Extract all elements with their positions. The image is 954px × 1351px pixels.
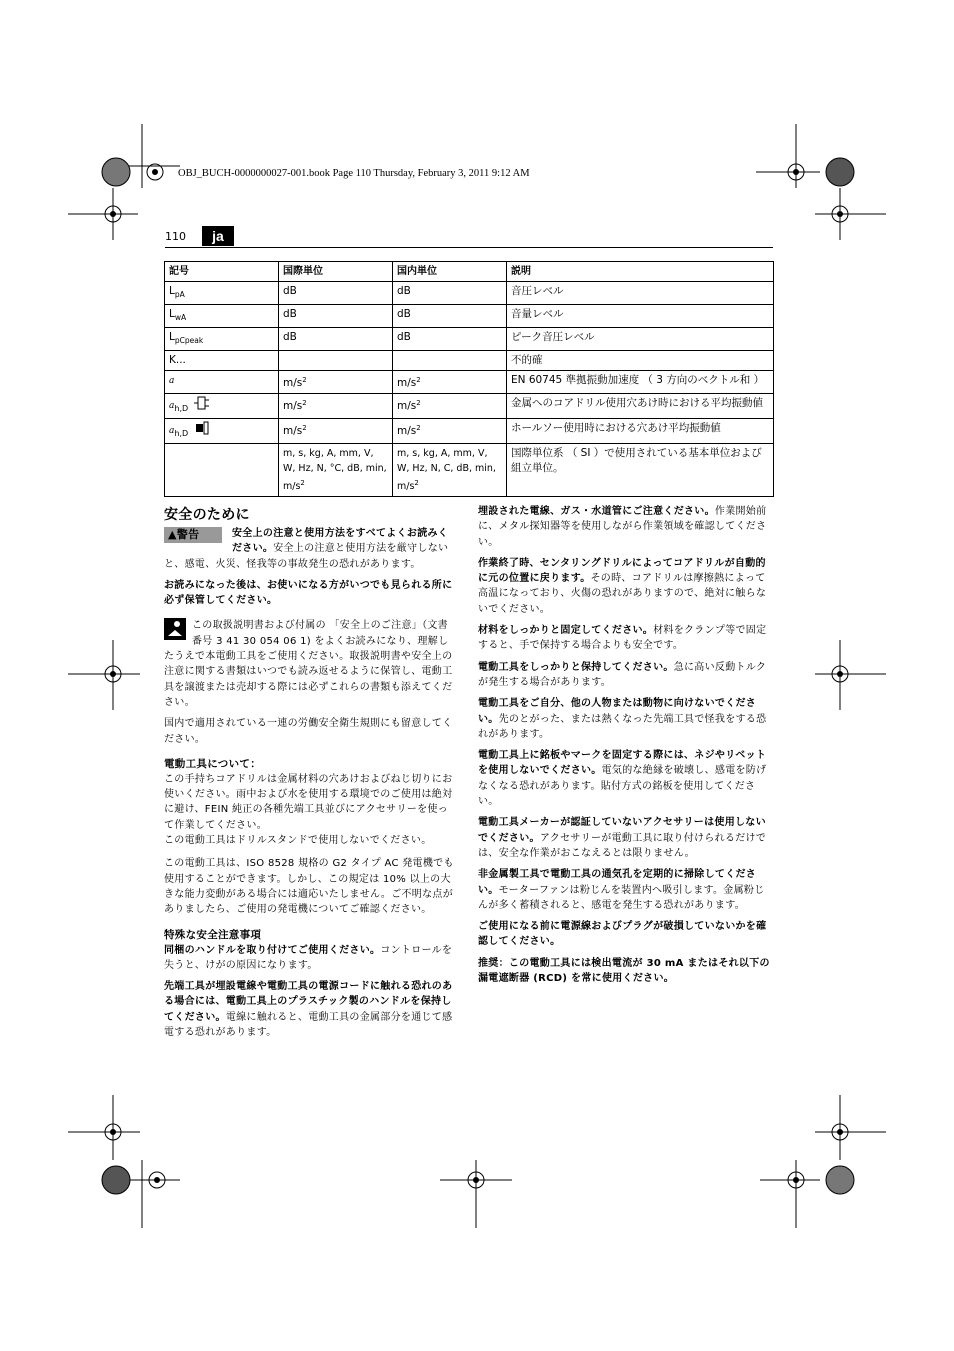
- left-column: [164, 506, 457, 1046]
- table-row: [165, 328, 774, 351]
- right-paragraph-6: 電動工具上に銘板やマークを固定する際には、ネジやリベットを使用しないでください。電気的な絶縁を破壊し、感電を防げなくなる恐れがあります。貼付方式の銘板を使用してください。: [478, 750, 767, 808]
- symbol-cell: [165, 444, 279, 497]
- about-paragraph-1: この手持ちコアドリルは金属材料の穴あけおよびねじ切りにお使いください。雨中および水を使用する環境でのご使用は絶対に避け、FEIN 純正の各種先端工具並びにアクセサリーを使って作業してください。: [164, 773, 453, 831]
- table-header-row: [165, 262, 774, 282]
- desc-cell: 音量レベル: [507, 305, 774, 328]
- symbol-cell: K...: [165, 351, 279, 371]
- domestic-cell: [393, 351, 507, 371]
- table-row: [165, 371, 774, 394]
- warning-paragraph: ▲警告 安全上の注意と使用方法をすべてよくお読みください。安全上の注意と使用方法を厳守しないと、感電、火災、怪我等の事故発生の恐れがあります。: [164, 528, 449, 570]
- domestic-cell: dB: [393, 328, 507, 351]
- symbol-cell: $L_{wA}$: [165, 305, 279, 328]
- intl-cell: $m/s^2$: [279, 394, 393, 419]
- domestic-cell: m, s, kg, A, mm, V, W, Hz, N, C, dB, min, $m/s^2$: [393, 444, 507, 497]
- domestic-cell: $m/s^2$: [393, 394, 507, 419]
- language-badge: ja: [202, 226, 234, 246]
- header-description: 説明: [507, 262, 774, 282]
- special-title: 特殊な安全注意事項: [164, 928, 262, 941]
- intl-cell: dB: [279, 282, 393, 305]
- hole-saw-icon: [194, 421, 210, 435]
- page-number: 110: [165, 230, 186, 243]
- section-title: 安全のために: [164, 507, 250, 523]
- table-row: [165, 351, 774, 371]
- table-row: [165, 444, 774, 497]
- labor-note: 国内で適用されている一連の労働安全衛生規則にも留意してください。: [164, 718, 453, 745]
- units-table: [164, 261, 774, 497]
- right-paragraph-10: 推奨：この電動工具には検出電流が 30 mA またはそれ以下の漏電遮断器 (RCD) を常に使用ください。: [478, 957, 770, 985]
- symbol-cell: $L_{pA}$: [165, 282, 279, 305]
- keep-manual-note: お読みになった後は、お使いになる方がいつでも見られる所に必ず保管してください。: [164, 579, 453, 607]
- manual-note: この取扱説明書および付属の 「安全上のご注意」（文書番号 3 41 30 054 06 1) をよくお読みになり、理解したうえで本電動工具をご使用ください。取扱説明書や安全上の注意に関する書類はいつでも読み返せるように保管し、電動工具を譲渡または売却する際には必ずこれらの書類も添えてください。: [164, 620, 453, 708]
- domestic-cell: dB: [393, 282, 507, 305]
- table-row: [165, 394, 774, 419]
- header-intl-unit: 国際単位: [279, 262, 393, 282]
- intl-cell: m, s, kg, A, mm, V, W, Hz, N, °C, dB, min, $m/s^2$: [279, 444, 393, 497]
- read-manual-icon: [164, 618, 186, 640]
- symbol-cell: a: [165, 371, 279, 394]
- table-row: [165, 419, 774, 444]
- file-info-line: OBJ_BUCH-0000000027-001.book Page 110 Thursday, February 3, 2011 9:12 AM: [178, 168, 530, 179]
- intl-cell: $m/s^2$: [279, 371, 393, 394]
- right-column: [478, 504, 770, 992]
- right-paragraph-4: 電動工具をしっかりと保持してください。急に高い反動トルクが発生する場合があります。: [478, 661, 767, 688]
- right-paragraph-5: 電動工具をご自分、他の人物または動物に向けないでください。先のとがった、または熱くなった先端工具で怪我をする恐れがあります。: [478, 698, 767, 740]
- intl-cell: $m/s^2$: [279, 419, 393, 444]
- right-paragraph-7: 電動工具メーカーが認証していないアクセサリーは使用しないでください。アクセサリーが電動工具に取り付けられるだけでは、安全な作業がおこなえるとは限りません。: [478, 817, 767, 859]
- right-paragraph-8: 非金属製工具で電動工具の通気孔を定期的に掃除してください。モーターファンは粉じんを装置内へ吸引します。金属粉じんが多く蓄積されると、感電を発生する恐れがあります。: [478, 869, 765, 911]
- warning-triangle-icon: ▲: [168, 528, 177, 541]
- core-drill-icon: [194, 396, 210, 410]
- header-rule: [165, 247, 773, 248]
- right-paragraph-2: 作業終了時、センタリングドリルによってコアドリルが自動的に元の位置に戻ります。その時、コアドリルは摩擦熱によって高温になっており、火傷の恐れがありますので、絶対に触らないでください。: [478, 557, 767, 615]
- symbol-cell: $a_{h,D}$: [165, 419, 279, 444]
- right-paragraph-3: 材料をしっかりと固定してください。材料をクランプ等で固定すると、手で保持する場合よりも安全です。: [478, 625, 767, 652]
- table-row: [165, 282, 774, 305]
- right-paragraph-9: ご使用になる前に電源線およびプラグが破損していないかを確認してください。: [478, 921, 767, 948]
- warning-badge: ▲警告: [164, 527, 222, 543]
- domestic-cell: $m/s^2$: [393, 419, 507, 444]
- intl-cell: dB: [279, 328, 393, 351]
- desc-cell: 国際単位系 （ SI ）で使用されている基本単位および組立単位。: [507, 444, 774, 497]
- symbol-cell: $L_{pCpeak}$: [165, 328, 279, 351]
- right-paragraph-1: 埋設された電線、ガス・水道管にご注意ください。作業開始前に、メタル探知器等を使用しながら作業領域を確認してください。: [478, 506, 767, 548]
- intl-cell: [279, 351, 393, 371]
- about-paragraph-2: この電動工具はドリルスタンドで使用しないでください。: [164, 835, 432, 847]
- symbol-cell: $a_{h,D}$: [165, 394, 279, 419]
- intl-cell: dB: [279, 305, 393, 328]
- domestic-cell: dB: [393, 305, 507, 328]
- desc-cell: ホールソー使用時における穴あけ平均振動値: [507, 419, 774, 444]
- special-paragraph-2: 先端工具が埋設電線や電動工具の電源コードに触れる恐れのある場合には、電動工具上のプラスチック製のハンドルを保持してください。電線に触れると、電動工具の金属部分を通じて感電する恐れがあります。: [164, 981, 453, 1039]
- about-paragraph-3: この電動工具は、ISO 8528 規格の G2 タイプ AC 発電機でも使用することができます。しかし、この規定は 10% 以上の大きな能力変動がある場合には適応いたしません。ご不明な点がありましたら、ご使用の発電機についてご確認ください。: [164, 858, 454, 916]
- desc-cell: EN 60745 準拠振動加速度 （ 3 方向のベクトル和 ）: [507, 371, 774, 394]
- desc-cell: 金属へのコアドリル使用穴あけ時における平均振動値: [507, 394, 774, 419]
- about-title: 電動工具について：: [164, 757, 261, 770]
- header-symbol: 記号: [165, 262, 279, 282]
- header-domestic-unit: 国内単位: [393, 262, 507, 282]
- special-paragraph-1: 同梱のハンドルを取り付けてご使用ください。コントロールを失うと、けがの原因になります。: [164, 944, 453, 971]
- desc-cell: 不的確: [507, 351, 774, 371]
- desc-cell: ピーク音圧レベル: [507, 328, 774, 351]
- domestic-cell: $m/s^2$: [393, 371, 507, 394]
- desc-cell: 音圧レベル: [507, 282, 774, 305]
- table-row: [165, 305, 774, 328]
